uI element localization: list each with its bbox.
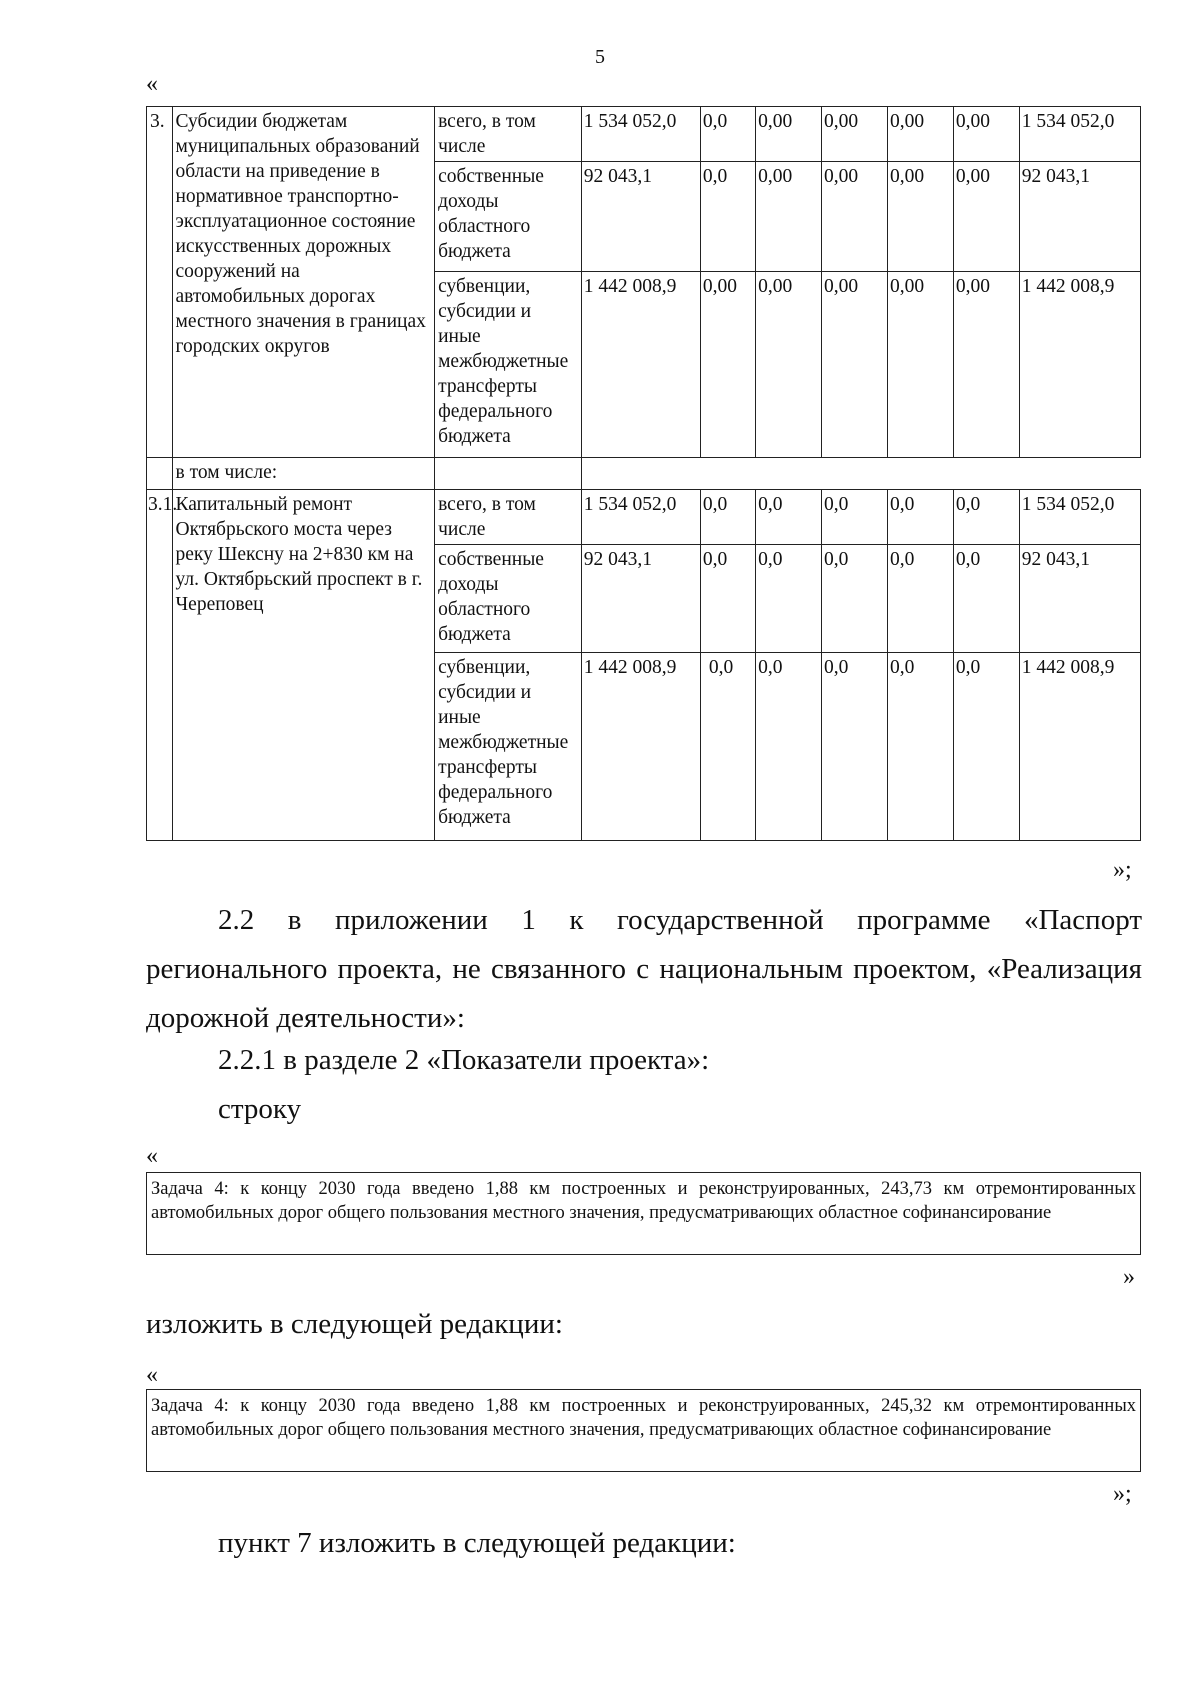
funding-source: субвенции, субсидии и иные межбюджетные трансферты федерального бюджета <box>435 653 582 841</box>
table-cell: 1 442 008,9 <box>1019 272 1140 458</box>
paragraph-new-edition: изложить в следующей редакции: <box>146 1308 563 1340</box>
table-cell: 0,0 <box>700 162 755 272</box>
table-cell: 1 442 008,9 <box>581 653 700 841</box>
table-cell-empty <box>147 458 173 490</box>
closing-quote: » <box>1123 1264 1135 1290</box>
table-cell: 0,00 <box>887 162 953 272</box>
table-cell: 92 043,1 <box>1019 545 1140 653</box>
table-cell: 1 534 052,0 <box>581 107 700 162</box>
table-cell-empty <box>581 458 1140 490</box>
table-cell: 0,0 <box>953 545 1019 653</box>
table-cell: 0,0 <box>756 490 822 545</box>
page-number: 5 <box>595 46 605 68</box>
table-cell: 1 534 052,0 <box>1019 107 1140 162</box>
table-cell: 0,0 <box>887 490 953 545</box>
funding-source: всего, в том числе <box>435 490 582 545</box>
table-cell: 0,00 <box>700 272 755 458</box>
table-cell: 1 534 052,0 <box>1019 490 1140 545</box>
budget-table <box>146 106 1141 841</box>
table-cell: 1 534 052,0 <box>581 490 700 545</box>
table-cell: 0,00 <box>887 272 953 458</box>
table-cell: 0,00 <box>953 162 1019 272</box>
opening-quote: « <box>146 1362 158 1388</box>
table-cell: 0,0 <box>756 545 822 653</box>
table-cell: 0,0 <box>822 545 888 653</box>
closing-quote: »; <box>1113 857 1132 883</box>
table-cell: 0,00 <box>887 107 953 162</box>
table-cell: 92 043,1 <box>1019 162 1140 272</box>
row-name: Капитальный ремонт Октябрьского моста через реку Шексну на 2+830 км на ул. Октябрьский проспект в г. Череповец <box>172 490 435 841</box>
table-cell: 0,00 <box>822 162 888 272</box>
opening-quote: « <box>146 71 158 97</box>
table-cell: 0,0 <box>953 490 1019 545</box>
closing-quote: »; <box>1113 1481 1132 1507</box>
table-cell: 0,0 <box>700 107 755 162</box>
table-cell: 0,0 <box>822 653 888 841</box>
table-cell: 92 043,1 <box>581 545 700 653</box>
table-row <box>147 107 1141 162</box>
table-cell: 92 043,1 <box>581 162 700 272</box>
table-cell: 0,00 <box>756 107 822 162</box>
funding-source: собственные доходы областного бюджета <box>435 162 582 272</box>
table-cell: 0,00 <box>822 107 888 162</box>
table-cell: 0,0 <box>700 490 755 545</box>
table-cell: 0,00 <box>756 272 822 458</box>
table-cell: 0,00 <box>953 272 1019 458</box>
table-cell: 1 442 008,9 <box>581 272 700 458</box>
table-cell: 0,0 <box>700 653 755 841</box>
task-old-box: Задача 4: к концу 2030 года введено 1,88 км построенных и реконструированных, 243,73 км отремонтированных автомобильных дорог общего пользования местного значения, предусматривающих областное софинансирование <box>146 1172 1141 1255</box>
table-row <box>147 458 1141 490</box>
row-number: 3.1. <box>147 490 173 841</box>
paragraph-2-2: 2.2 в приложении 1 к государственной программе «Паспорт регионального проекта, не связанного с национальным проектом, «Реализация дорожной деятельности»: <box>146 904 1142 1034</box>
paragraph-2-2-1: 2.2.1 в разделе 2 «Показатели проекта»: <box>218 1044 710 1076</box>
including-label: в том числе: <box>172 458 435 490</box>
table-cell-empty <box>435 458 582 490</box>
table-cell: 0,0 <box>756 653 822 841</box>
task-new-box: Задача 4: к концу 2030 года введено 1,88 км построенных и реконструированных, 245,32 км отремонтированных автомобильных дорог общего пользования местного значения, предусматривающих областное софинансирование <box>146 1389 1141 1472</box>
table-cell: 0,00 <box>822 272 888 458</box>
table-cell: 0,00 <box>953 107 1019 162</box>
paragraph-row-word: строку <box>218 1093 302 1125</box>
funding-source: собственные доходы областного бюджета <box>435 545 582 653</box>
funding-source: субвенции, субсидии и иные межбюджетные трансферты федерального бюджета <box>435 272 582 458</box>
table-cell: 0,0 <box>887 653 953 841</box>
table-cell: 0,0 <box>953 653 1019 841</box>
table-cell: 0,0 <box>700 545 755 653</box>
table-row <box>147 490 1141 545</box>
row-number: 3. <box>147 107 173 458</box>
table-cell: 0,0 <box>887 545 953 653</box>
opening-quote: « <box>146 1143 158 1169</box>
funding-source: всего, в том числе <box>435 107 582 162</box>
table-cell: 1 442 008,9 <box>1019 653 1140 841</box>
row-name: Субсидии бюджетам муниципальных образований области на приведение в нормативное транспортно-эксплуатационное состояние искусственных дорожных сооружений на автомобильных дорогах местного значения в границах городских округов <box>172 107 435 458</box>
paragraph-item-7: пункт 7 изложить в следующей редакции: <box>218 1527 736 1559</box>
table-cell: 0,0 <box>822 490 888 545</box>
table-cell: 0,00 <box>756 162 822 272</box>
